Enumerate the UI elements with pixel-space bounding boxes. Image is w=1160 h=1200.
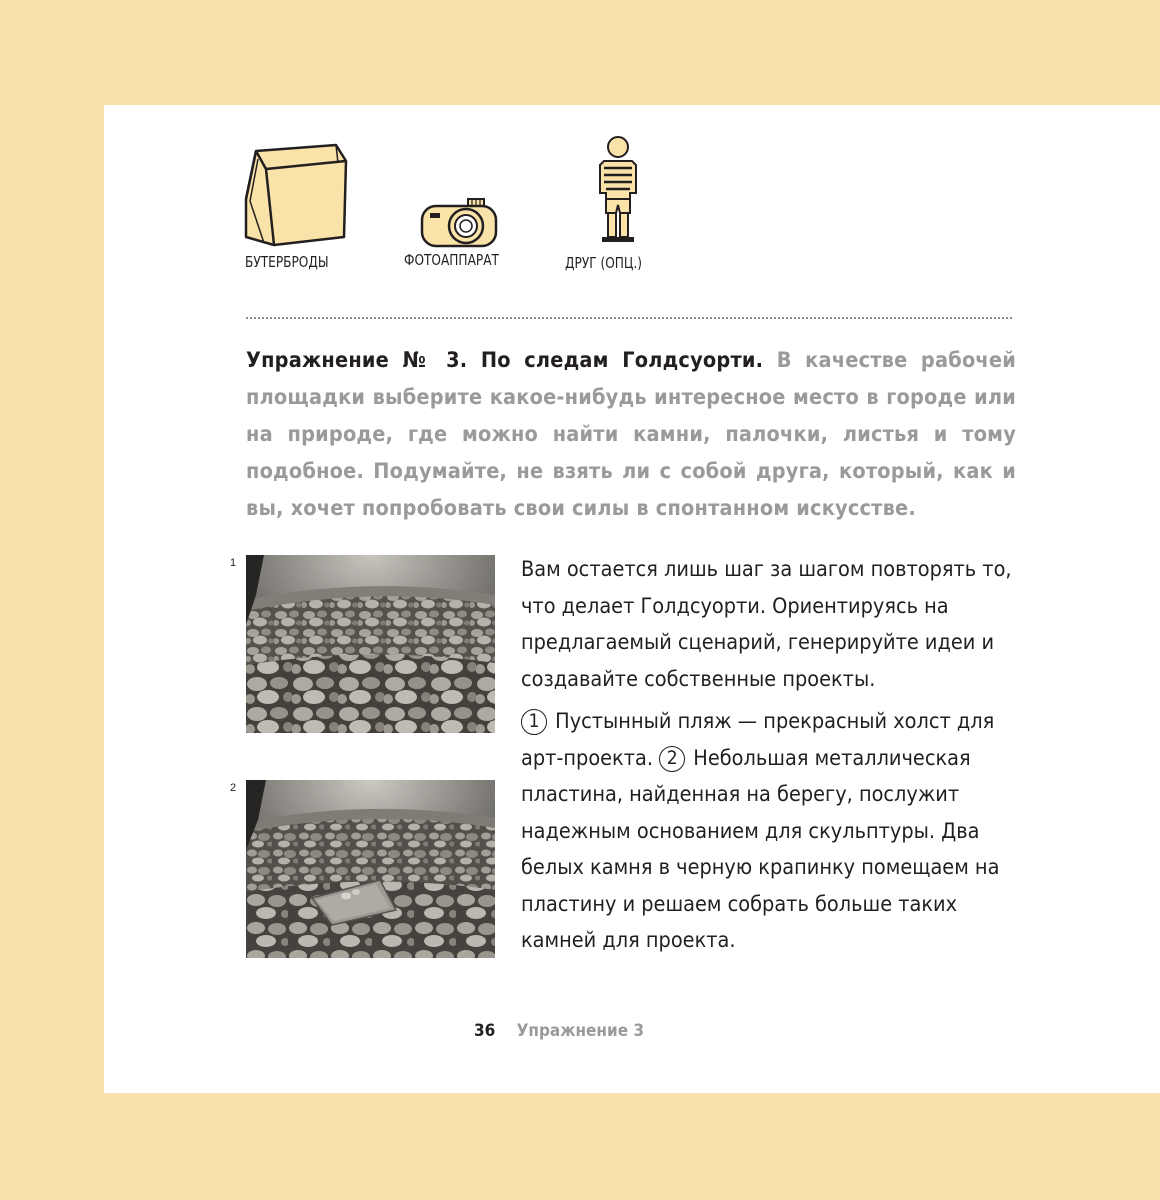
sandwiches-label: БУТЕРБРОДЫ [245,253,329,271]
dotted-divider [246,317,1012,319]
camera-item [420,197,500,249]
body-paragraph-2-part-a: Пустынный пляж — прекрасный холст для арт-проекта. [521,709,995,771]
sandwiches-item [244,139,348,247]
beach-photo-2 [246,780,495,958]
photo-2-number: 2 [230,782,237,794]
body-paragraph-2-part-b: Небольшая металлическая пластина, найденная на берегу, послужит надежным основанием для скульптуры. Два белых камня в черную крапинку помещаем на пластину и решаем собрать больше таких камней для проекта. [521,745,1000,953]
camera-icon [420,197,500,249]
friend-item [596,135,640,247]
book-page [104,105,1160,1093]
page-number: 36 [474,1021,496,1041]
friend-label: ДРУГ (ОПЦ.) [565,254,642,272]
body-text [521,552,1017,966]
page-footer [474,1021,644,1041]
section-name: Упражнение 3 [516,1021,645,1041]
circled-marker-2: 2 [659,746,685,772]
photo-1-number: 1 [230,557,237,569]
person-icon [596,135,640,247]
circled-marker-1: 1 [521,709,547,735]
exercise-intro [246,342,1016,527]
body-paragraph-2 [521,704,1017,960]
exercise-title: Упражнение № 3. По следам Голдсуорти. [246,348,764,373]
exercise-description: В качестве рабочей площадки выберите какое-нибудь интересное место в городе или на природе, где можно найти камни, палочки, листья и тому подобное. Подумайте, не взять ли с собой друга, который, как и вы, хочет попробовать свои силы в спонтанном искусстве. [246,348,1016,521]
beach-photo-1 [246,555,495,733]
paper-bag-icon [244,139,348,247]
body-paragraph-1: Вам остается лишь шаг за шагом повторять то, что делает Голдсуорти. Ориентируясь на предлагаемый сценарий, генерируйте идеи и создавайте собственные проекты. [521,557,1012,692]
camera-label: ФОТОАППАРАТ [404,251,499,269]
